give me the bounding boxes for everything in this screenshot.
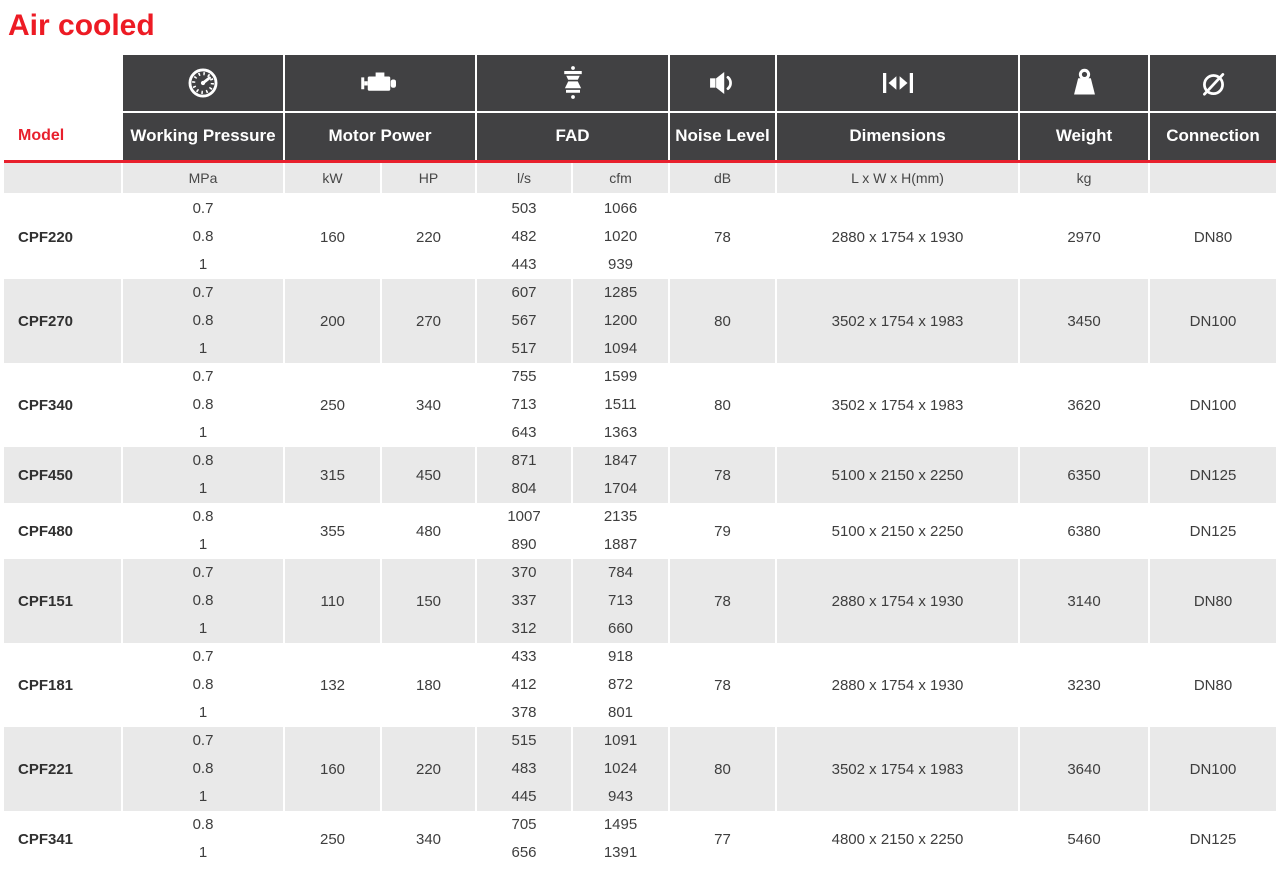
hp-cell: 480 — [381, 503, 476, 559]
model-cell: CPF480 — [18, 522, 74, 540]
pressure-cell — [122, 363, 284, 447]
fad-ls-cell-line: 483 — [511, 760, 537, 777]
fad-cfm-cell — [572, 559, 669, 643]
weight-cell: 6380 — [1019, 503, 1149, 559]
weight-cell: 3640 — [1019, 727, 1149, 811]
hp-cell: 340 — [381, 811, 476, 867]
fad-cfm-cell-line: 1024 — [603, 760, 638, 777]
pressure-cell-line: 0.8 — [192, 816, 214, 833]
page-title: Air cooled — [8, 9, 155, 42]
fad-cfm-cell-line: 2135 — [603, 508, 638, 525]
motor-power-header: Motor Power — [284, 112, 476, 161]
fad-ls-cell-line: 656 — [511, 844, 537, 861]
header-label-row — [4, 112, 1276, 161]
fad-ls-cell-line: 445 — [511, 788, 537, 805]
connection-cell: DN100 — [1149, 363, 1276, 447]
pressure-cell-line: 1 — [198, 340, 208, 357]
model-cell: CPF220 — [18, 228, 74, 246]
pressure-cell-line: 0.8 — [192, 760, 214, 777]
engine-icon — [284, 55, 476, 112]
model-cell: CPF181 — [18, 676, 74, 694]
table-row-CPF480 — [4, 503, 1276, 559]
fad-ls-cell — [476, 643, 572, 727]
pressure-cell-line: 1 — [198, 424, 208, 441]
fad-ls-cell-line: 871 — [511, 452, 537, 469]
fad-cfm-cell-line: 1599 — [603, 368, 638, 385]
noise-cell: 78 — [669, 559, 776, 643]
weight-cell: 6350 — [1019, 447, 1149, 503]
connection-cell: DN100 — [1149, 727, 1276, 811]
fad-ls-cell-line: 503 — [511, 200, 537, 217]
fad-cfm-cell-line: 1511 — [604, 396, 637, 413]
model-cell: CPF340 — [18, 396, 74, 414]
noise-cell: 79 — [669, 503, 776, 559]
hp-cell: 150 — [381, 559, 476, 643]
fad-ls-cell — [476, 727, 572, 811]
dimensions-cell: 3502 x 1754 x 1983 — [776, 363, 1019, 447]
weight-cell: 3230 — [1019, 643, 1149, 727]
working-pressure-header: Working Pressure — [122, 112, 284, 161]
fad-cfm-cell-line: 1391 — [603, 844, 638, 861]
unit-hp: HP — [381, 161, 476, 194]
spec-table-body — [4, 194, 1276, 867]
model-column-header: Model — [4, 112, 122, 161]
pressure-cell — [122, 811, 284, 867]
unit-kg: kg — [1019, 161, 1149, 194]
fad-cfm-cell-line: 1020 — [603, 228, 638, 245]
kw-cell: 355 — [284, 503, 381, 559]
hp-cell: 340 — [381, 363, 476, 447]
pressure-cell-line: 0.8 — [192, 676, 214, 693]
table-row-CPF220 — [4, 194, 1276, 279]
pressure-cell — [122, 727, 284, 811]
fad-ls-cell-line: 713 — [511, 396, 537, 413]
connection-cell: DN80 — [1149, 194, 1276, 279]
pressure-cell — [122, 279, 284, 363]
pressure-cell-line: 1 — [198, 256, 208, 273]
pressure-cell — [122, 643, 284, 727]
pressure-cell-line: 0.8 — [192, 228, 214, 245]
table-row-CPF221 — [4, 727, 1276, 811]
weight-header: Weight — [1019, 112, 1149, 161]
fad-cfm-cell-line: 939 — [607, 256, 634, 273]
pressure-cell-line: 0.7 — [192, 564, 214, 581]
pressure-cell-line: 1 — [198, 704, 208, 721]
fad-cfm-cell-line: 1091 — [603, 732, 638, 749]
kw-cell: 160 — [284, 727, 381, 811]
pressure-cell — [122, 447, 284, 503]
model-cell: CPF221 — [4, 727, 122, 811]
noise-cell: 77 — [669, 811, 776, 867]
dimensions-cell: 5100 x 2150 x 2250 — [776, 503, 1019, 559]
fad-cfm-cell-line: 801 — [607, 704, 634, 721]
fad-cfm-cell — [572, 194, 669, 279]
unit-blank — [4, 161, 122, 194]
noise-cell: 80 — [669, 727, 776, 811]
table-row-CPF450 — [4, 447, 1276, 503]
fad-ls-cell-line: 337 — [511, 592, 537, 609]
fad-ls-cell — [476, 447, 572, 503]
hp-cell: 220 — [381, 194, 476, 279]
fad-ls-cell — [476, 811, 572, 867]
fad-ls-cell — [476, 279, 572, 363]
pressure-gauge-icon — [122, 55, 284, 112]
noise-cell: 78 — [669, 447, 776, 503]
hp-cell: 270 — [381, 279, 476, 363]
table-row-CPF270 — [4, 279, 1276, 363]
weight-cell: 2970 — [1019, 194, 1149, 279]
table-row-CPF181 — [4, 643, 1276, 727]
dimensions-cell: 5100 x 2150 x 2250 — [776, 447, 1019, 503]
weight-cell: 3450 — [1019, 279, 1149, 363]
kw-cell: 160 — [284, 194, 381, 279]
kw-cell: 132 — [284, 643, 381, 727]
pressure-cell-line: 0.7 — [192, 284, 214, 301]
table-row-CPF341 — [4, 811, 1276, 867]
units-row — [4, 161, 1276, 194]
noise-cell: 78 — [669, 643, 776, 727]
fad-ls-cell-line: 755 — [511, 368, 537, 385]
dimensions-cell: 2880 x 1754 x 1930 — [776, 643, 1019, 727]
connection-cell: DN125 — [1149, 503, 1276, 559]
unit-mpa: MPa — [122, 161, 284, 194]
kw-cell: 250 — [284, 811, 381, 867]
unit-ls: l/s — [476, 161, 572, 194]
kw-cell: 110 — [284, 559, 381, 643]
fad-cfm-cell-line: 1066 — [603, 200, 638, 217]
fad-header: FAD — [476, 112, 669, 161]
dimensions-cell: 2880 x 1754 x 1930 — [776, 194, 1019, 279]
pressure-cell-line: 1 — [198, 844, 208, 861]
fad-ls-cell-line: 482 — [511, 228, 537, 245]
unit-kw: kW — [284, 161, 381, 194]
fad-cfm-cell-line: 713 — [607, 592, 634, 609]
fad-ls-cell-line: 515 — [511, 732, 537, 749]
dimensions-header: Dimensions — [776, 112, 1019, 161]
noise-cell: 78 — [669, 194, 776, 279]
connection-cell: DN125 — [1149, 447, 1276, 503]
speaker-icon — [669, 55, 776, 112]
connection-cell: DN80 — [1149, 643, 1276, 727]
fad-cfm-cell-line: 1363 — [603, 424, 638, 441]
fad-cfm-cell-line: 872 — [607, 676, 634, 693]
kw-cell: 315 — [284, 447, 381, 503]
diameter-icon — [1149, 55, 1276, 112]
fad-cfm-cell-line: 1847 — [603, 452, 638, 469]
fad-ls-cell-line: 705 — [511, 816, 537, 833]
fad-cfm-cell-line: 1887 — [603, 536, 638, 553]
fad-ls-cell — [476, 363, 572, 447]
fad-ls-cell — [476, 503, 572, 559]
pressure-cell-line: 0.8 — [192, 508, 214, 525]
fad-ls-cell-line: 643 — [511, 424, 537, 441]
hp-cell: 220 — [381, 727, 476, 811]
kw-cell: 200 — [284, 279, 381, 363]
model-icon-spacer — [4, 55, 122, 112]
fad-cfm-cell-line: 1285 — [603, 284, 638, 301]
hp-cell: 180 — [381, 643, 476, 727]
hp-cell: 450 — [381, 447, 476, 503]
weight-cell: 3140 — [1019, 559, 1149, 643]
fad-cfm-cell-line: 943 — [607, 788, 634, 805]
fad-cfm-cell — [572, 503, 669, 559]
dimensions-cell: 3502 x 1754 x 1983 — [776, 279, 1019, 363]
pressure-cell — [122, 194, 284, 279]
model-cell: CPF450 — [4, 447, 122, 503]
pressure-cell-line: 0.7 — [192, 200, 214, 217]
weight-cell: 3620 — [1019, 363, 1149, 447]
fad-cfm-cell-line: 1704 — [603, 480, 638, 497]
pressure-cell-line: 1 — [198, 788, 208, 805]
fad-ls-cell-line: 312 — [511, 620, 537, 637]
fad-cfm-cell — [572, 811, 669, 867]
fad-cfm-cell-line: 1094 — [603, 340, 638, 357]
table-row-CPF340 — [4, 363, 1276, 447]
dimensions-cell: 4800 x 2150 x 2250 — [776, 811, 1019, 867]
fad-cfm-cell — [572, 643, 669, 727]
fad-ls-cell-line: 517 — [511, 340, 537, 357]
fad-ls-cell-line: 890 — [511, 536, 537, 553]
header-icon-row — [4, 55, 1276, 112]
weight-cell: 5460 — [1019, 811, 1149, 867]
air-filter-icon — [476, 55, 669, 112]
fad-cfm-cell-line: 918 — [607, 648, 634, 665]
fad-cfm-cell-line: 784 — [607, 564, 634, 581]
noise-level-header: Noise Level — [669, 112, 776, 161]
dimensions-cell: 3502 x 1754 x 1983 — [776, 727, 1019, 811]
fad-cfm-cell — [572, 363, 669, 447]
model-cell: CPF151 — [4, 559, 122, 643]
fad-ls-cell-line: 433 — [511, 648, 537, 665]
pressure-cell-line: 1 — [198, 620, 208, 637]
pressure-cell-line: 0.7 — [192, 368, 214, 385]
pressure-cell — [122, 503, 284, 559]
fad-cfm-cell-line: 1200 — [603, 312, 638, 329]
model-cell: CPF341 — [18, 830, 74, 848]
noise-cell: 80 — [669, 279, 776, 363]
unit-connection-blank — [1149, 161, 1276, 194]
fad-cfm-cell — [572, 447, 669, 503]
table-row-CPF151 — [4, 559, 1276, 643]
width-arrows-icon — [776, 55, 1019, 112]
pressure-cell-line: 0.8 — [192, 592, 214, 609]
pressure-cell-line: 0.7 — [192, 648, 214, 665]
connection-header: Connection — [1149, 112, 1276, 161]
fad-ls-cell — [476, 194, 572, 279]
unit-db: dB — [669, 161, 776, 194]
model-cell: CPF270 — [4, 279, 122, 363]
fad-ls-cell — [476, 559, 572, 643]
fad-ls-cell-line: 370 — [511, 564, 537, 581]
pressure-cell-line: 0.8 — [192, 312, 214, 329]
pressure-cell-line: 0.8 — [192, 452, 214, 469]
fad-cfm-cell — [572, 279, 669, 363]
spec-table — [4, 55, 1276, 867]
weight-icon — [1019, 55, 1149, 112]
kw-cell: 250 — [284, 363, 381, 447]
noise-cell: 80 — [669, 363, 776, 447]
fad-cfm-cell — [572, 727, 669, 811]
dimensions-cell: 2880 x 1754 x 1930 — [776, 559, 1019, 643]
fad-ls-cell-line: 443 — [511, 256, 537, 273]
fad-ls-cell-line: 607 — [511, 284, 537, 301]
connection-cell: DN80 — [1149, 559, 1276, 643]
unit-cfm: cfm — [572, 161, 669, 194]
fad-ls-cell-line: 412 — [511, 676, 537, 693]
fad-ls-cell-line: 804 — [511, 480, 537, 497]
unit-lwh: L x W x H(mm) — [776, 161, 1019, 194]
connection-cell: DN125 — [1149, 811, 1276, 867]
pressure-cell-line: 0.8 — [192, 396, 214, 413]
fad-cfm-cell-line: 1495 — [603, 816, 638, 833]
fad-ls-cell-line: 1007 — [507, 508, 541, 525]
pressure-cell-line: 0.7 — [192, 732, 214, 749]
fad-ls-cell-line: 378 — [511, 704, 537, 721]
fad-cfm-cell-line: 660 — [607, 620, 634, 637]
pressure-cell — [122, 559, 284, 643]
pressure-cell-line: 1 — [198, 536, 208, 553]
fad-ls-cell-line: 567 — [511, 312, 537, 329]
pressure-cell-line: 1 — [198, 480, 208, 497]
connection-cell: DN100 — [1149, 279, 1276, 363]
